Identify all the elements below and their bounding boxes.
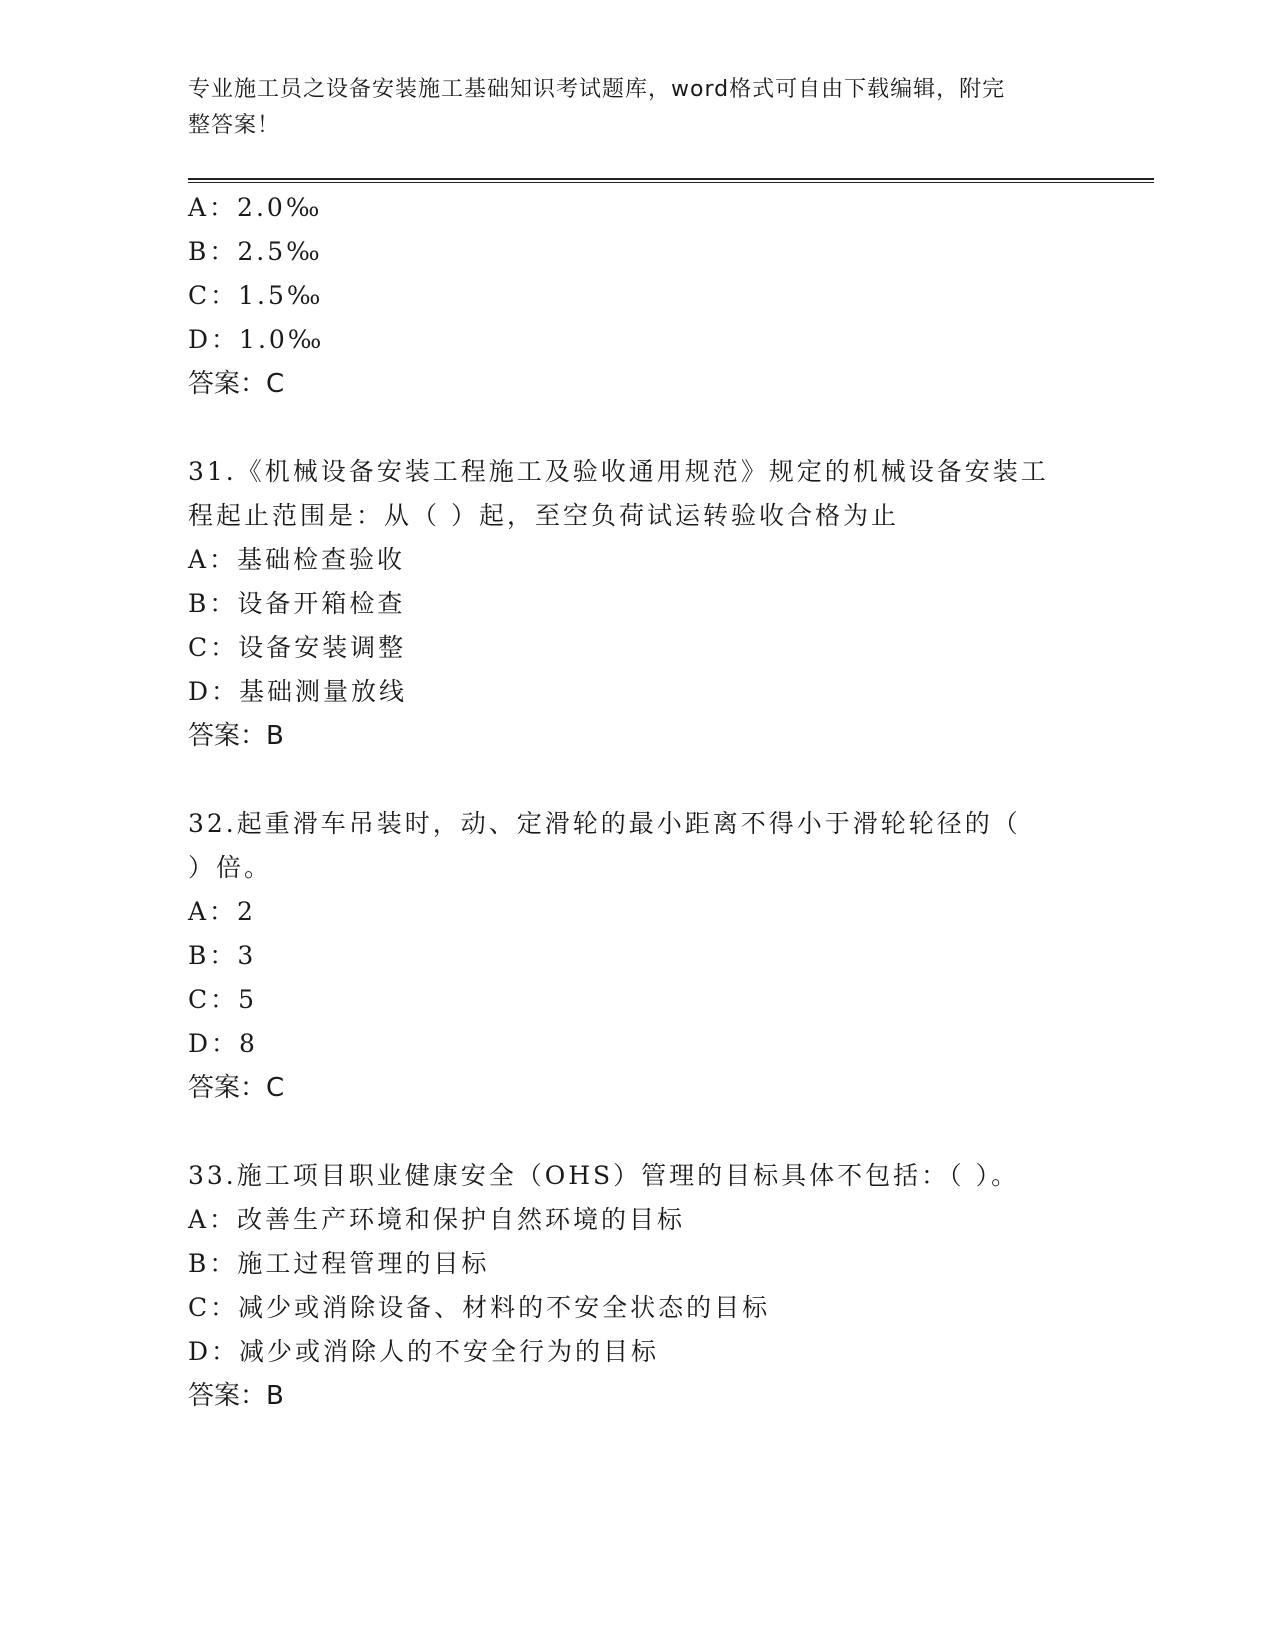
header-divider: [188, 178, 1154, 183]
q32-option-a: A：2: [188, 897, 256, 926]
q31-stem-line-2: 程起止范围是：从（ ）起，至空负荷试运转验收合格为止: [188, 501, 899, 530]
q33-option-a: A：改善生产环境和保护自然环境的目标: [188, 1205, 686, 1234]
q32-option-b: B：3: [188, 941, 257, 970]
q31-option-c: C：设备安装调整: [188, 633, 407, 662]
q33-option-d: D：减少或消除人的不安全行为的目标: [188, 1337, 660, 1366]
q33-option-c: C：减少或消除设备、材料的不安全状态的目标: [188, 1293, 771, 1322]
q31-option-a: A：基础检查验收: [188, 545, 406, 574]
q30-answer: 答案：C: [188, 369, 285, 399]
q31-option-d: D：基础测量放线: [188, 677, 408, 706]
q33-answer: 答案：B: [188, 1381, 284, 1411]
q30-option-c: C：1.5‰: [188, 281, 324, 310]
q32-option-d: D：8: [188, 1029, 258, 1058]
q30-option-d: D：1.0‰: [188, 325, 325, 354]
q32-stem-line-2: ）倍。: [188, 853, 273, 882]
q32-answer: 答案：C: [188, 1073, 285, 1103]
header-line-2: 整答案！: [188, 113, 281, 138]
header-line-1: 专业施工员之设备安装施工基础知识考试题库，word格式可自由下载编辑，附完: [188, 77, 1006, 102]
q33-option-b: B：施工过程管理的目标: [188, 1249, 490, 1278]
q31-option-b: B：设备开箱检查: [188, 589, 406, 618]
q31-stem-line-1: 31.《机械设备安装工程施工及验收通用规范》规定的机械设备安装工: [188, 457, 1049, 486]
q32-option-c: C：5: [188, 985, 258, 1014]
q32-stem-line-1: 32.起重滑车吊装时，动、定滑轮的最小距离不得小于滑轮轮径的（: [188, 809, 1021, 838]
q33-stem-line-1: 33.施工项目职业健康安全（OHS）管理的目标具体不包括：（ ）。: [188, 1161, 1020, 1190]
q31-answer: 答案：B: [188, 721, 284, 751]
document-header: [188, 72, 1078, 144]
q30-option-a: A：2.0‰: [188, 193, 323, 222]
q30-option-b: B：2.5‰: [188, 237, 323, 266]
